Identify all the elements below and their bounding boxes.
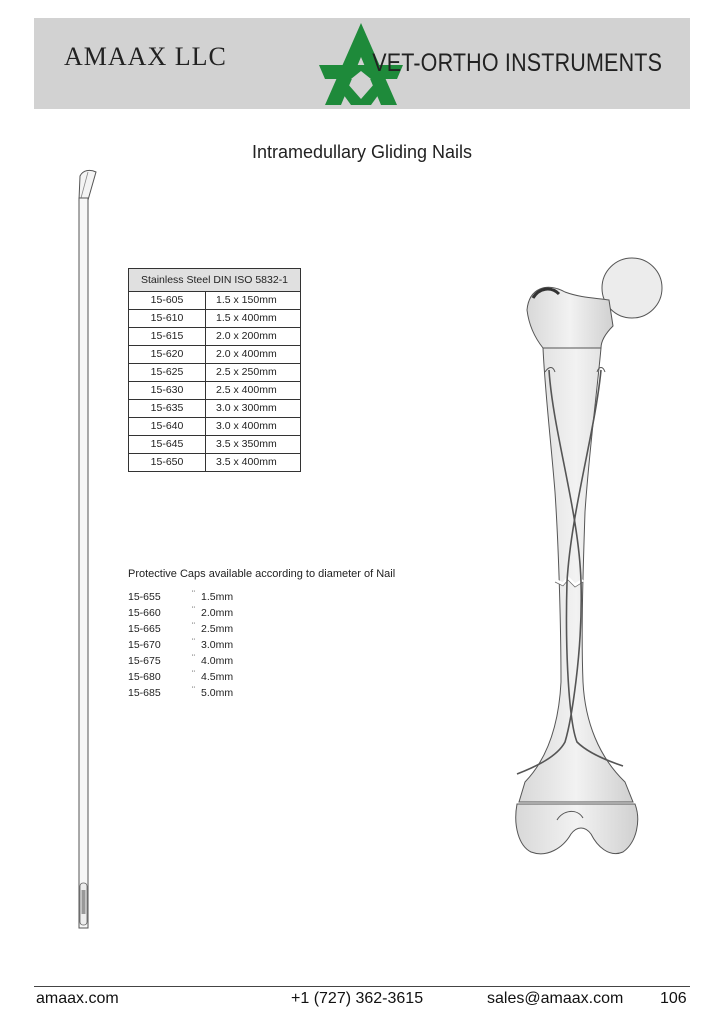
table-row — [129, 382, 301, 400]
cap-size: 4.5mm — [201, 671, 234, 683]
table-row — [129, 328, 301, 346]
footer-phone: +1 (727) 362-3615 — [291, 990, 424, 1007]
cap-code: 15-680 — [128, 671, 161, 683]
company-name: AMAAX LLC — [64, 42, 227, 71]
cap-code: 15-670 — [128, 639, 161, 651]
spec-table — [128, 268, 301, 472]
cap-size: 3.0mm — [201, 639, 234, 651]
cap-code: 15-675 — [128, 655, 161, 667]
cap-size: 1.5mm — [201, 591, 234, 603]
page-header — [34, 18, 690, 109]
product-code: 15-635 — [129, 400, 206, 418]
cap-size: 4.0mm — [201, 655, 234, 667]
table-row — [129, 400, 301, 418]
list-item — [128, 637, 328, 653]
product-size: 2.0 x 400mm — [206, 346, 301, 364]
table-row — [129, 292, 301, 310]
list-item — [128, 669, 328, 685]
product-size: 3.0 x 300mm — [206, 400, 301, 418]
product-size: 3.0 x 400mm — [206, 418, 301, 436]
cap-code: 15-665 — [128, 623, 161, 635]
footer-website: amaax.com — [36, 990, 119, 1007]
page-number: 106 — [660, 990, 687, 1007]
product-code: 15-610 — [129, 310, 206, 328]
product-code: 15-630 — [129, 382, 206, 400]
cap-size: 2.5mm — [201, 623, 234, 635]
cap-size: 2.0mm — [201, 607, 234, 619]
cap-marker: ¨ — [192, 685, 195, 695]
page-title: Intramedullary Gliding Nails — [251, 142, 473, 162]
cap-marker: ¨ — [192, 589, 195, 599]
list-item — [128, 621, 328, 637]
product-code: 15-620 — [129, 346, 206, 364]
product-code: 15-615 — [129, 328, 206, 346]
product-code: 15-650 — [129, 454, 206, 472]
cap-code: 15-655 — [128, 591, 161, 603]
cap-marker: ¨ — [192, 653, 195, 663]
product-size: 1.5 x 150mm — [206, 292, 301, 310]
product-code: 15-640 — [129, 418, 206, 436]
table-row — [129, 346, 301, 364]
caps-list — [128, 589, 328, 701]
table-row — [129, 418, 301, 436]
cap-marker: ¨ — [192, 605, 195, 615]
product-size: 2.0 x 200mm — [206, 328, 301, 346]
list-item — [128, 653, 328, 669]
list-item — [128, 589, 328, 605]
cap-marker: ¨ — [192, 669, 195, 679]
footer-divider — [34, 986, 690, 987]
spec-table-header: Stainless Steel DIN ISO 5832-1 — [129, 269, 301, 292]
cap-code: 15-660 — [128, 607, 161, 619]
table-row — [129, 364, 301, 382]
product-size: 2.5 x 400mm — [206, 382, 301, 400]
caps-title: Protective Caps available according to diameter of Nail — [128, 568, 396, 580]
product-code: 15-605 — [129, 292, 206, 310]
table-row — [129, 310, 301, 328]
cap-code: 15-685 — [128, 687, 161, 699]
product-code: 15-645 — [129, 436, 206, 454]
cap-size: 5.0mm — [201, 687, 234, 699]
cap-marker: ¨ — [192, 621, 195, 631]
gliding-nail-illustration — [60, 168, 110, 940]
footer-email: sales@amaax.com — [487, 990, 624, 1007]
list-item — [128, 685, 328, 701]
table-row — [129, 436, 301, 454]
list-item — [128, 605, 328, 621]
product-size: 2.5 x 250mm — [206, 364, 301, 382]
company-tagline: VET-ORTHO INSTRUMENTS — [372, 49, 662, 77]
product-size: 3.5 x 400mm — [206, 454, 301, 472]
table-row — [129, 454, 301, 472]
femur-with-nails-illustration — [505, 252, 665, 862]
cap-marker: ¨ — [192, 637, 195, 647]
product-size: 1.5 x 400mm — [206, 310, 301, 328]
product-code: 15-625 — [129, 364, 206, 382]
product-size: 3.5 x 350mm — [206, 436, 301, 454]
